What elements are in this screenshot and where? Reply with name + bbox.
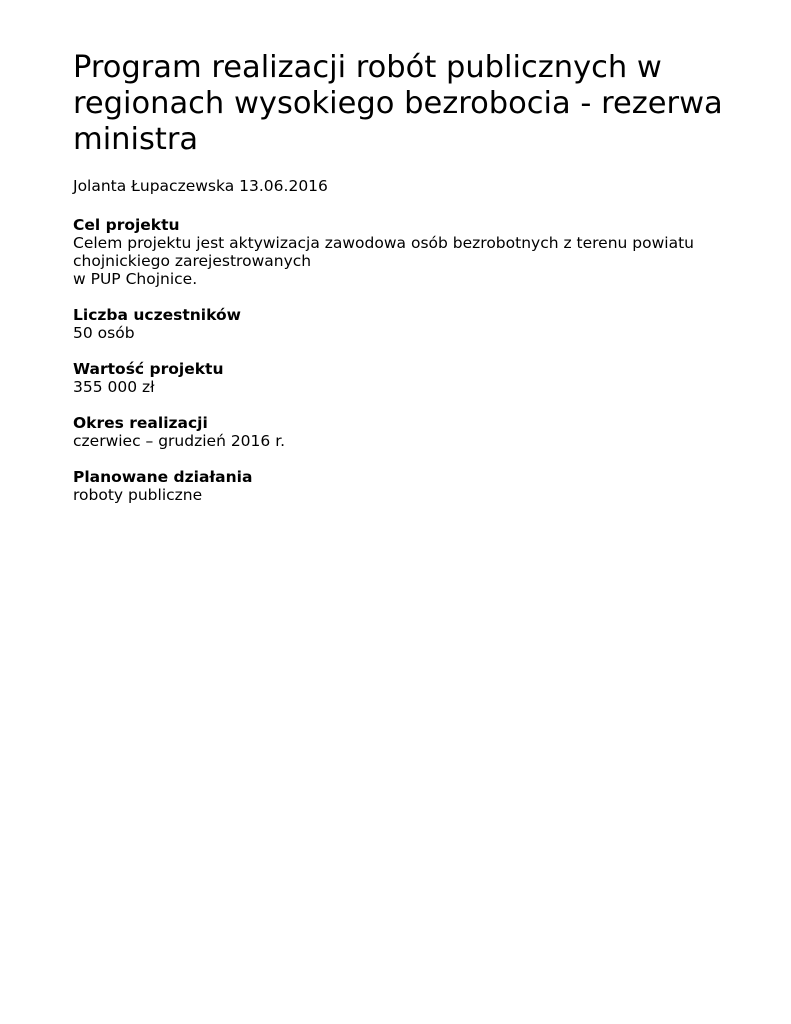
section-goal bbox=[73, 216, 753, 288]
section-value-line: 355 000 zł bbox=[73, 378, 155, 396]
section-value bbox=[73, 324, 753, 342]
project-details bbox=[73, 216, 753, 504]
publish-date: 13.06.2016 bbox=[239, 177, 328, 195]
document-title: Program realizacji robót publicznych w regionach wysokiego bezrobocia - rezerwa ministra bbox=[73, 50, 723, 157]
section-value bbox=[73, 378, 753, 396]
section-value bbox=[73, 432, 753, 450]
section-label: Cel projektu bbox=[73, 216, 180, 234]
section-value bbox=[73, 486, 753, 504]
section-value-line: roboty publiczne bbox=[73, 486, 203, 504]
section-label: Okres realizacji bbox=[73, 414, 208, 432]
document-page bbox=[73, 50, 753, 504]
section-value-amount bbox=[73, 360, 753, 396]
byline bbox=[73, 176, 753, 196]
section-value-line: Celem projektu jest aktywizacja zawodowa osób bezrobotnych z terenu powiatu chojnickiego zarejestrowanych bbox=[73, 234, 694, 270]
section-label: Wartość projektu bbox=[73, 360, 224, 378]
section-value-line: w PUP Chojnice. bbox=[73, 270, 198, 288]
section-value-line: czerwiec – grudzień 2016 r. bbox=[73, 432, 286, 450]
section-label: Liczba uczestników bbox=[73, 306, 241, 324]
section-participants bbox=[73, 306, 753, 342]
section-label: Planowane działania bbox=[73, 468, 253, 486]
section-value bbox=[73, 234, 753, 288]
author-name: Jolanta Łupaczewska bbox=[73, 177, 235, 195]
section-planned-actions bbox=[73, 468, 753, 504]
section-value-line: 50 osób bbox=[73, 324, 135, 342]
section-period bbox=[73, 414, 753, 450]
